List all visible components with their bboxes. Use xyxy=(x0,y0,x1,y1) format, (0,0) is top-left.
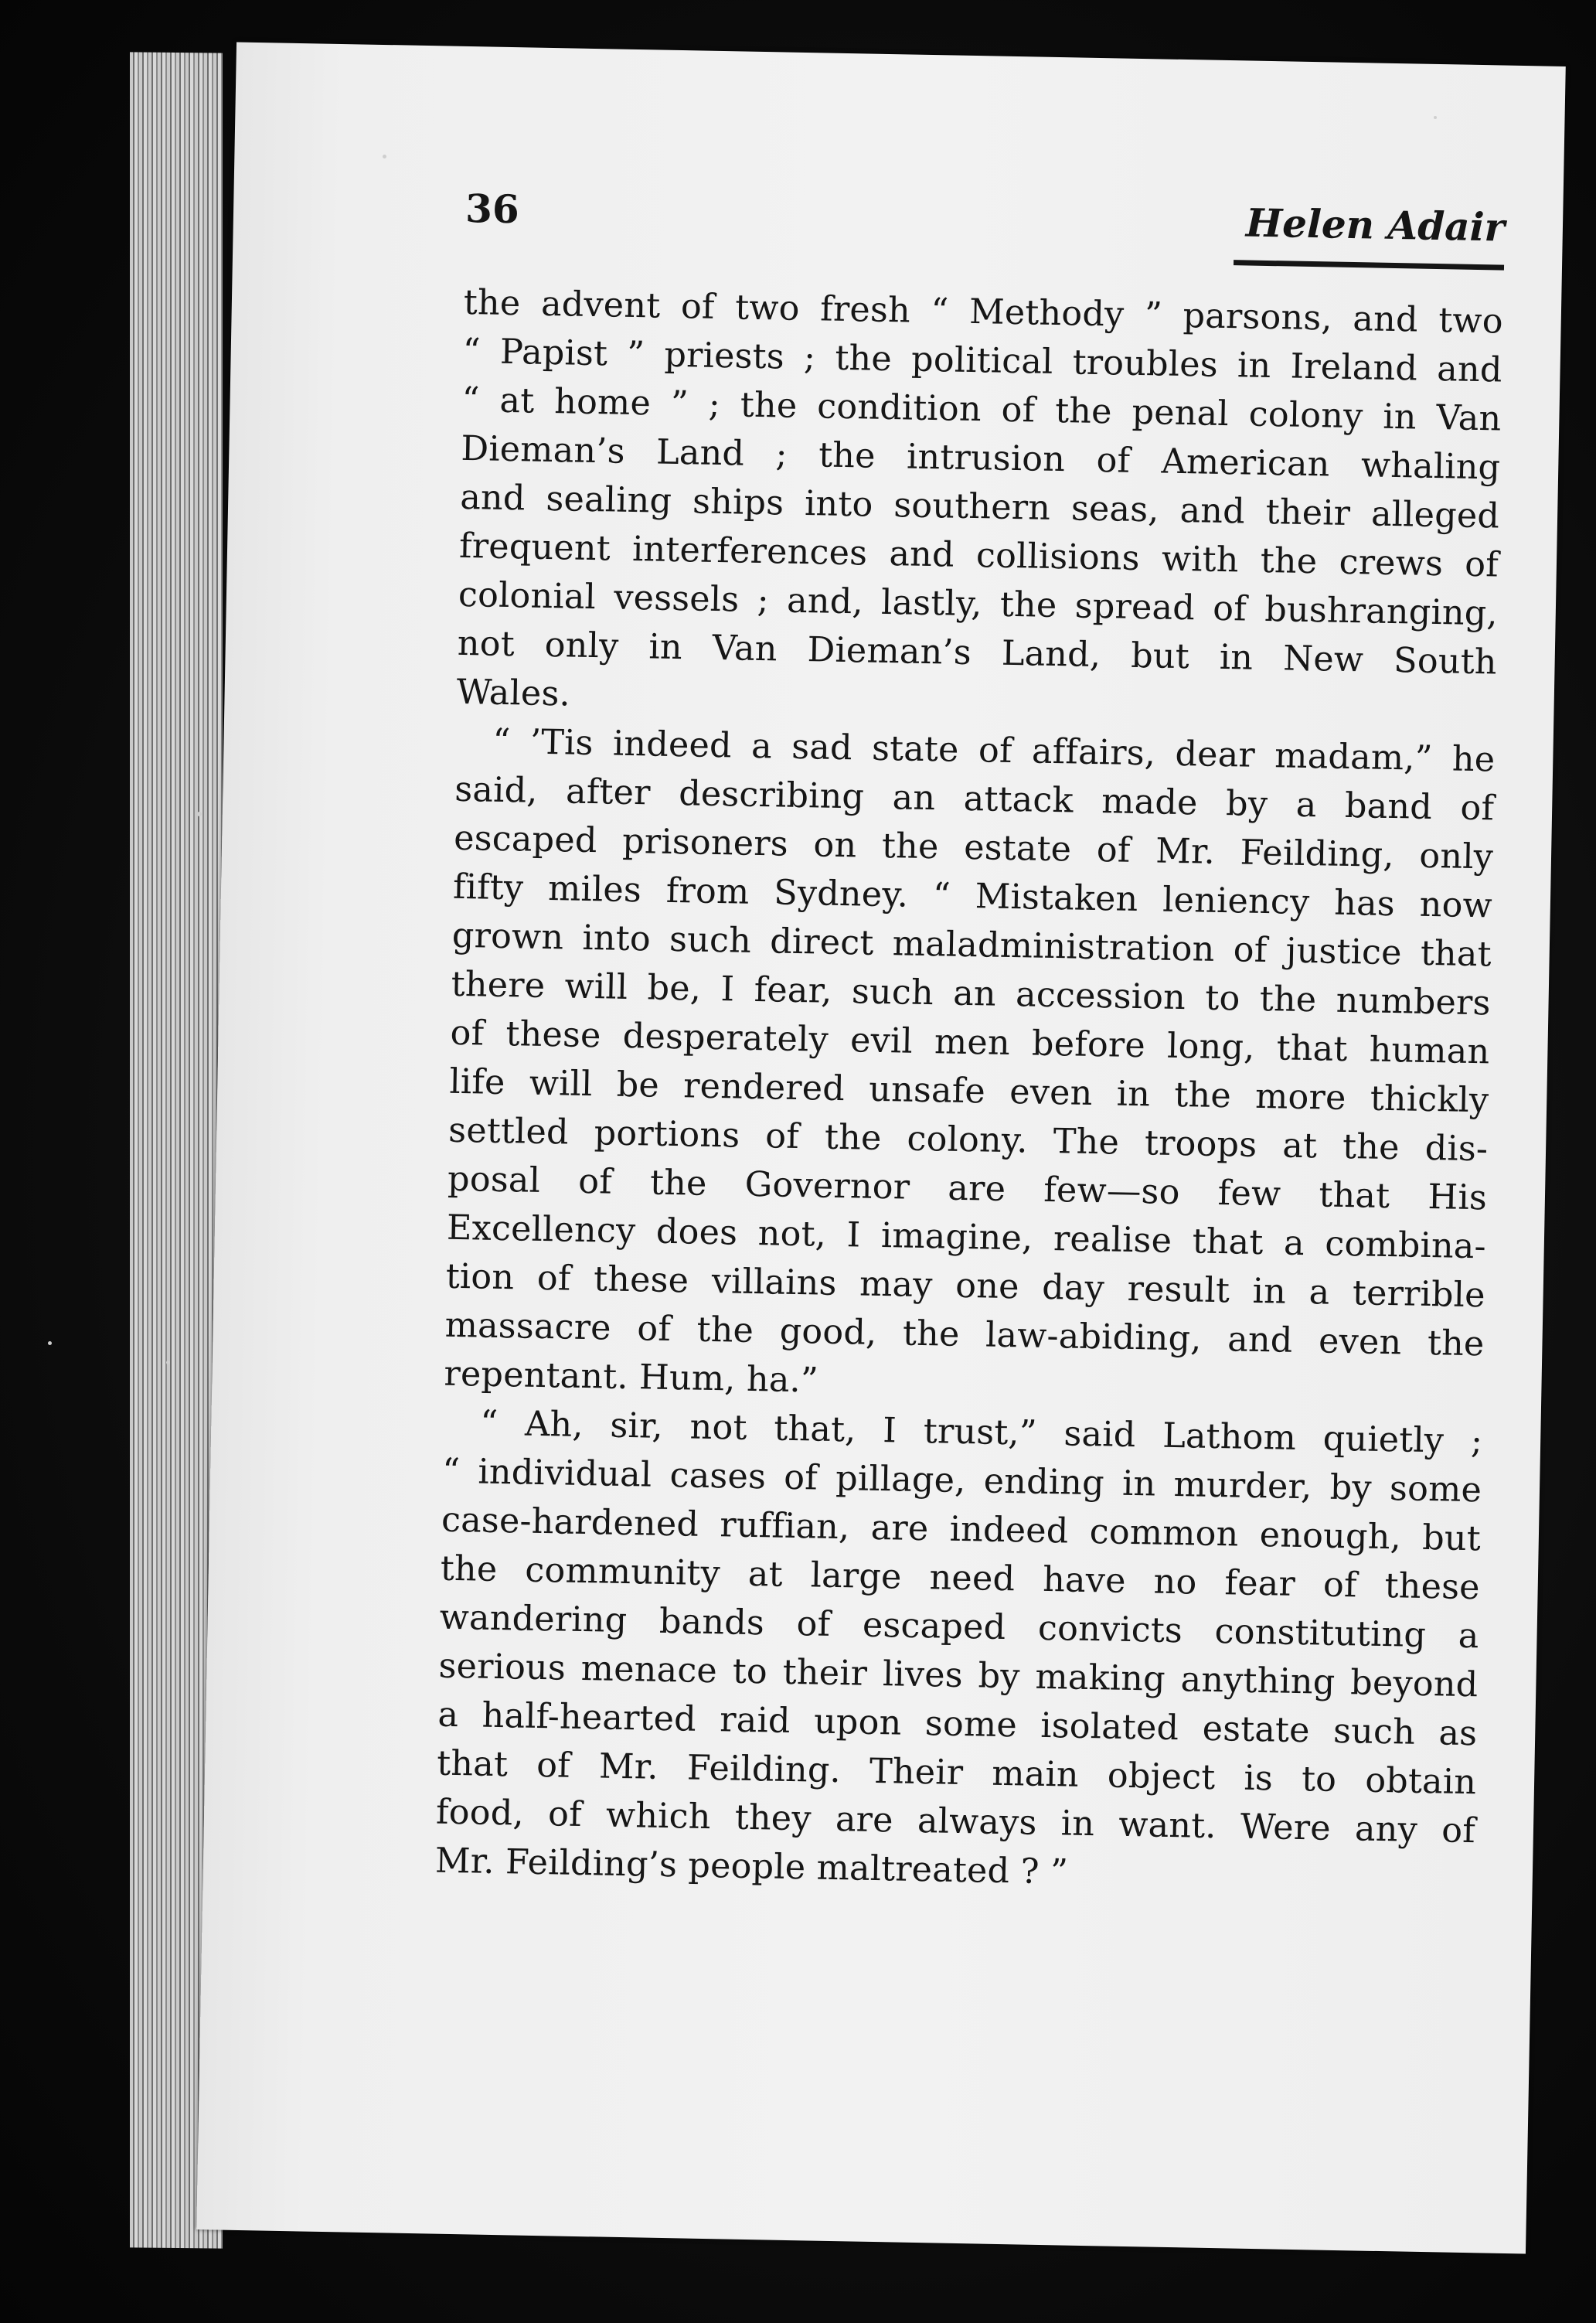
title-underline xyxy=(1234,260,1504,270)
body-text xyxy=(434,278,1503,1904)
running-title: Helen Adair xyxy=(1245,199,1506,250)
text-line: case-hardened ruffian, are indeed common enough, but xyxy=(441,1500,1482,1559)
text-line: colonial vessels ; and, lastly, the spread of bushranging, xyxy=(458,574,1499,634)
text-line: wandering bands of escaped convicts constituting a xyxy=(439,1597,1480,1657)
text-line: repentant. Hum, ha.” xyxy=(444,1354,819,1401)
text-line: settled portions of the colony. The troops at the dis- xyxy=(447,1110,1489,1170)
text-line: “ at home ” ; the condition of the penal colony in Van xyxy=(461,380,1502,439)
text-line: not only in Van Dieman’s Land, but in New South xyxy=(457,623,1498,683)
text-line: grown into such direct maladministration of justice that xyxy=(451,915,1492,975)
text-line: “ Ah, sir, not that, I trust,” said Lathom quietly ; xyxy=(479,1403,1483,1462)
text-line: and sealing ships into southern seas, and their alleged xyxy=(459,477,1500,536)
text-line: there will be, I fear, such an accession to the numbers xyxy=(451,964,1492,1024)
text-line: that of Mr. Feilding. Their main object is to obtain xyxy=(436,1743,1477,1803)
text-line: of these desperately evil men before long, that human xyxy=(450,1013,1490,1072)
text-line: Mr. Feilding’s people maltreated ? ” xyxy=(434,1841,1069,1892)
text-line: tion of these villains may one day result in a terrible xyxy=(445,1256,1486,1316)
text-line: fifty miles from Sydney. “ Mistaken leniency has now xyxy=(452,867,1493,926)
text-line: serious menace to their lives by making anything beyond xyxy=(438,1646,1479,1705)
text-line: Excellency does not, I imagine, realise that a combina- xyxy=(446,1207,1487,1267)
text-line: “ Papist ” priests ; the political troubles in Ireland and xyxy=(462,331,1503,390)
text-line: posal of the Governor are few—so few that His xyxy=(447,1159,1488,1218)
text-line: life will be rendered unsafe even in the more thickly xyxy=(449,1061,1489,1121)
text-line: “ individual cases of pillage, ending in murder, by some xyxy=(441,1451,1482,1511)
running-head xyxy=(465,186,1505,267)
text-line: frequent interferences and collisions with the crews of xyxy=(458,526,1499,585)
text-line: massacre of the good, the law-abiding, and even the xyxy=(444,1305,1485,1364)
text-line: said, after describing an attack made by a band of xyxy=(454,769,1495,829)
text-line: escaped prisoners on the estate of Mr. Feilding, only xyxy=(453,818,1494,877)
text-line: food, of which they are always in want. Were any of xyxy=(435,1792,1476,1851)
text-line: the advent of two fresh “ Methody ” parsons, and two xyxy=(463,282,1504,342)
text-line: Wales. xyxy=(456,672,571,714)
book-page xyxy=(196,42,1566,2253)
text-line: the community at large need have no fear of these xyxy=(440,1548,1481,1608)
text-line: a half-hearted raid upon some isolated estate such as xyxy=(437,1695,1478,1754)
text-line: “ ’Tis indeed a sad state of affairs, dear madam,” he xyxy=(492,721,1496,780)
page-number: 36 xyxy=(465,185,520,233)
text-line: Dieman’s Land ; the intrusion of American whaling xyxy=(461,428,1501,488)
